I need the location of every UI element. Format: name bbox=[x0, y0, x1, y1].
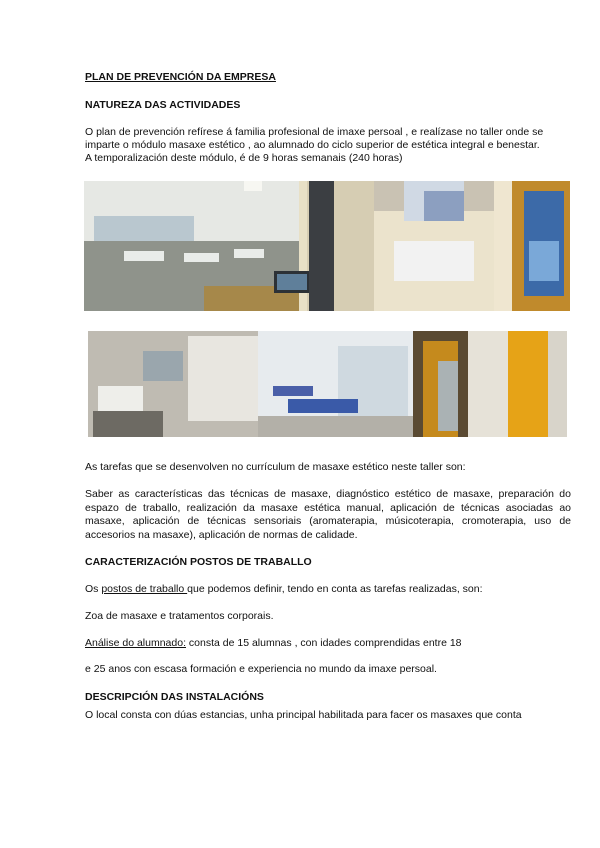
classroom-interior-photos bbox=[88, 331, 567, 437]
section-heading-nature: NATUREZA DAS ACTIVIDADES bbox=[85, 99, 241, 111]
analysis-text: consta de 15 alumnas , con idades comprendidas entre 18 bbox=[186, 637, 462, 649]
section-heading-posts: CARACTERIZACIÓN POSTOS DE TRABALLO bbox=[85, 556, 312, 568]
installations-line: O local consta con dúas estancias, unha principal habilitada para facer os masaxes que conta bbox=[85, 709, 522, 721]
analysis-line bbox=[85, 637, 462, 651]
posts-pre: Os bbox=[85, 583, 102, 595]
analysis-label: Análise do alumnado: bbox=[85, 637, 186, 649]
paragraph-line: A temporalización deste módulo, é de 9 horas semanais (240 horas) bbox=[85, 152, 403, 164]
zone-line: Zoa de masaxe e tratamentos corporais. bbox=[85, 610, 274, 622]
posts-post: que podemos definir, tendo en conta as tarefas realizadas, son: bbox=[187, 583, 483, 595]
posts-line bbox=[85, 583, 483, 597]
section-heading-installations: DESCRIPCIÓN DAS INSTALACIÓNS bbox=[85, 691, 264, 703]
document-title: PLAN DE PREVENCIÓN DA EMPRESA bbox=[85, 71, 276, 83]
tasks-intro: As tarefas que se desenvolven no currículum de masaxe estético neste taller son: bbox=[85, 461, 466, 473]
paragraph-line: imparte o módulo masaxe estético , ao alumnado do ciclo superior de estética integral e benestar. bbox=[85, 139, 540, 151]
tasks-paragraph: Saber as características das técnicas de masaxe, diagnóstico estético de masaxe, preparación do espazo de traballo, realización da masaxe estética manual, aplicación de técnicas asociadas ao masaxe, aplicación de técnicas sensoriais (aromaterapia, músicoterapia, cromoterapia, uso de accesorios na masaxe), aplicación de normas de calidade. bbox=[85, 488, 571, 541]
posts-link-text: postos de traballo bbox=[101, 583, 188, 595]
classroom-panorama-photo bbox=[84, 181, 570, 311]
paragraph-line: O plan de prevención refírese á familia profesional de imaxe persoal , e realízase no taller onde se bbox=[85, 126, 544, 138]
analysis-line-2: e 25 anos con escasa formación e experiencia no mundo da imaxe persoal. bbox=[85, 663, 437, 675]
